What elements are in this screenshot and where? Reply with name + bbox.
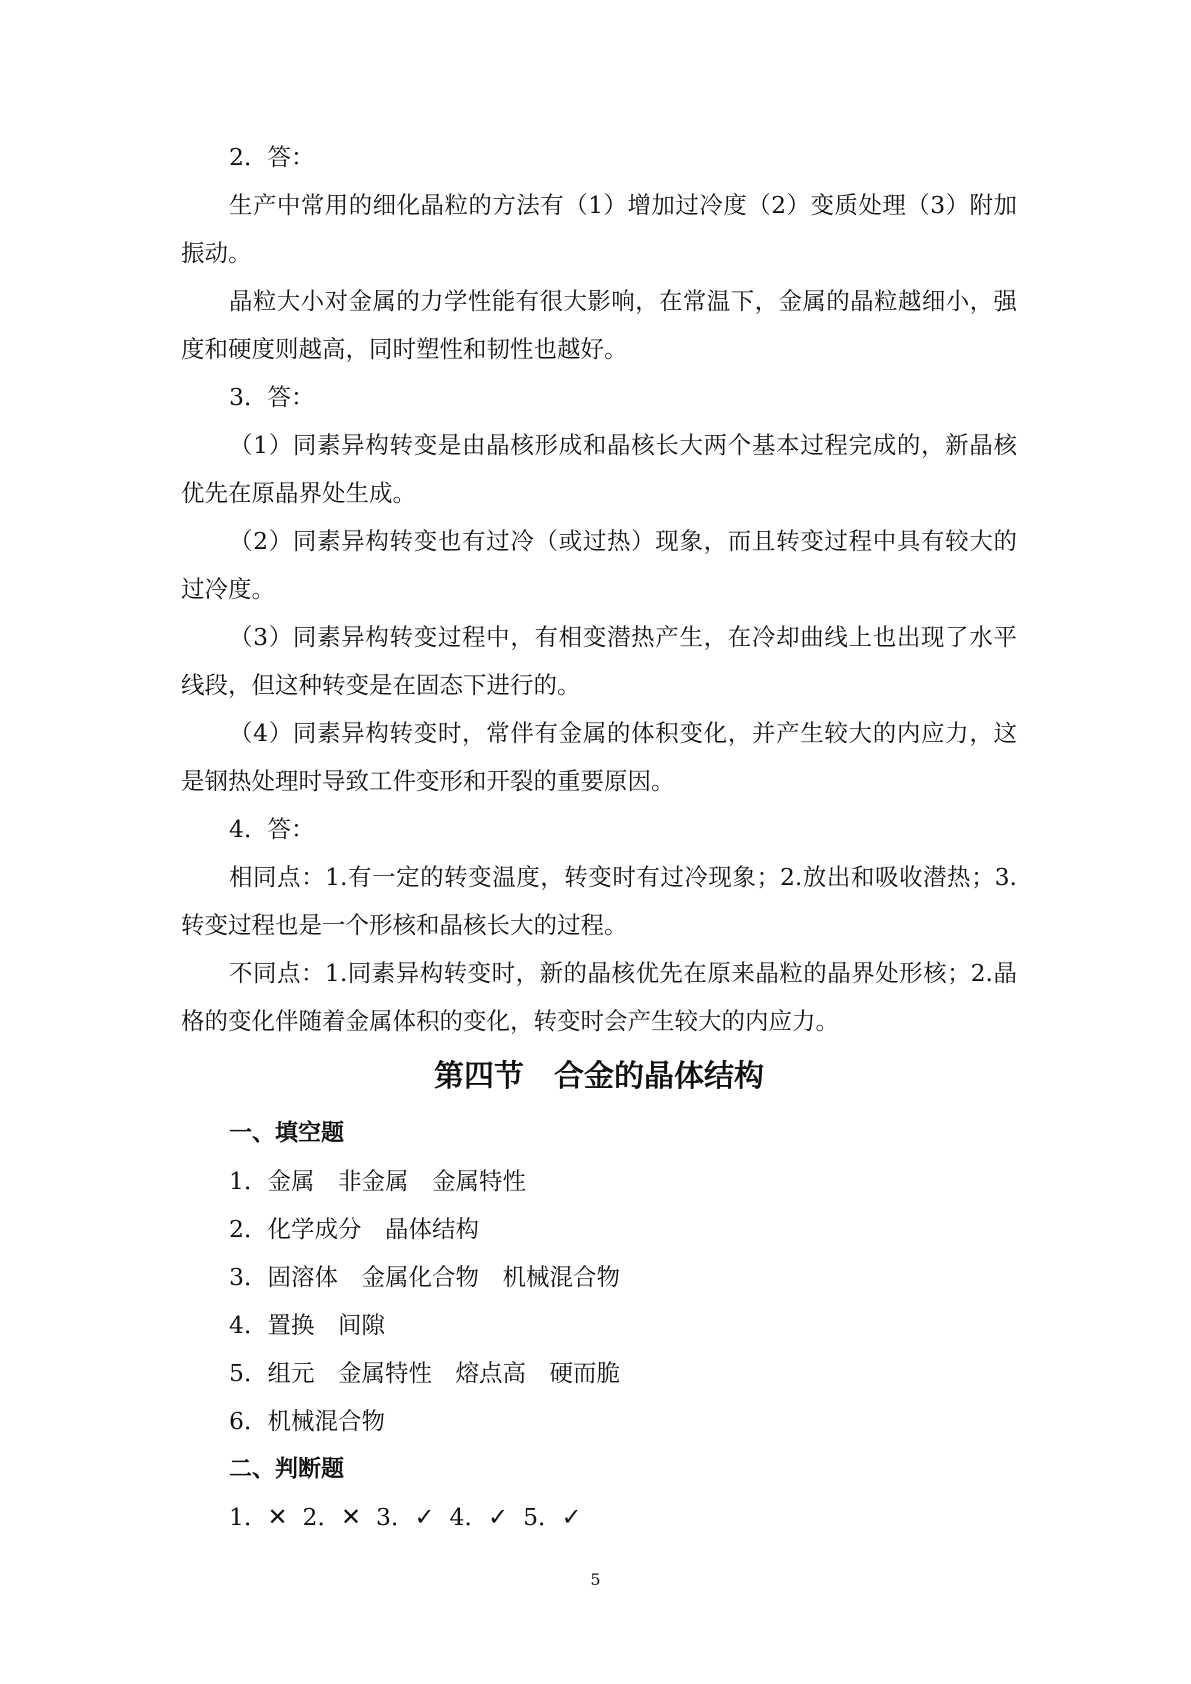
q3-label: 3．答： (229, 383, 315, 411)
answers-block (181, 133, 1017, 1541)
judge-num-3: 3． (376, 1503, 415, 1531)
cross-mark-icon: ✕ (340, 1503, 362, 1531)
true-false-answers (181, 1493, 1017, 1541)
true-false-heading: 二、判断题 (229, 1456, 344, 1482)
q2-paragraph-2: 晶粒大小对金属的力学性能有很大影响，在常温下，金属的晶粒越细小，强度和硬度则越高，同时塑性和韧性也越好。 (181, 287, 1017, 363)
check-mark-icon: ✓ (414, 1503, 435, 1531)
q2-label: 2．答： (229, 143, 315, 171)
q3-item-3: （3）同素异构转变过程中，有相变潜热产生，在冷却曲线上也出现了水平线段，但这种转变是在固态下进行的。 (181, 623, 1017, 699)
fill-in-answer-3: 3．固溶体 金属化合物 机械混合物 (229, 1263, 620, 1291)
page-number: 5 (590, 1570, 601, 1589)
check-mark-icon: ✓ (488, 1503, 509, 1531)
q3-item-4: （4）同素异构转变时，常伴有金属的体积变化，并产生较大的内应力，这是钢热处理时导致工件变形和开裂的重要原因。 (181, 719, 1017, 795)
judge-num-4: 4． (449, 1503, 488, 1531)
fill-in-answer-5: 5．组元 金属特性 熔点高 硬而脆 (229, 1359, 620, 1387)
q3-item-1: （1）同素异构转变是由晶核形成和晶核长大两个基本过程完成的，新晶核优先在原晶界处生成。 (181, 431, 1017, 507)
q4-label: 4．答： (229, 815, 315, 843)
q3-item-2: （2）同素异构转变也有过冷（或过热）现象，而且转变过程中具有较大的过冷度。 (181, 527, 1017, 603)
judge-num-1: 1． (229, 1503, 268, 1531)
judge-num-2: 2． (302, 1503, 341, 1531)
section-title: 第四节 合金的晶体结构 (434, 1059, 764, 1094)
judge-num-5: 5． (523, 1503, 562, 1531)
cross-mark-icon: ✕ (267, 1503, 288, 1531)
check-mark-icon: ✓ (561, 1503, 582, 1531)
q2-paragraph-1: 生产中常用的细化晶粒的方法有（1）增加过冷度（2）变质处理（3）附加振动。 (181, 191, 1017, 267)
fill-in-answer-6: 6．机械混合物 (229, 1407, 385, 1435)
q4-similarities: 相同点：1.有一定的转变温度，转变时有过冷现象；2.放出和吸收潜热；3.转变过程也是一个形核和晶核长大的过程。 (181, 863, 1017, 939)
fill-in-answer-4: 4．置换 间隙 (229, 1311, 385, 1339)
q4-differences: 不同点：1.同素异构转变时，新的晶核优先在原来晶粒的晶界处形核；2.晶格的变化伴随着金属体积的变化，转变时会产生较大的内应力。 (181, 959, 1017, 1035)
fill-in-heading: 一、填空题 (229, 1120, 344, 1146)
fill-in-answer-1: 1．金属 非金属 金属特性 (229, 1167, 526, 1195)
fill-in-answer-2: 2．化学成分 晶体结构 (229, 1215, 479, 1243)
